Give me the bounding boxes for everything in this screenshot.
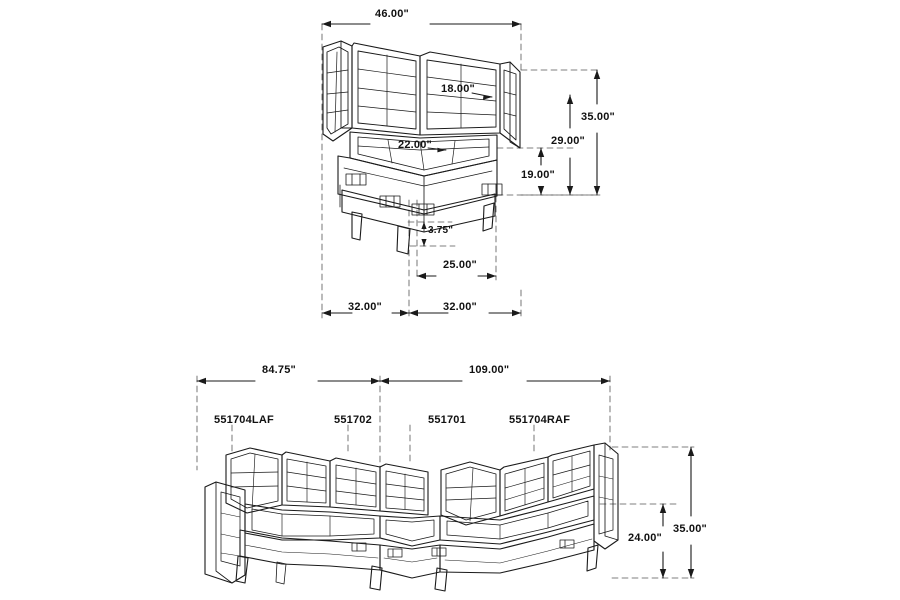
dimension-label-seat-back-18: 18.00"	[441, 83, 475, 95]
dimension-label-left-section-8475: 84.75"	[262, 364, 296, 376]
dimension-label-seat-height-19: 19.00"	[521, 169, 555, 181]
dimension-label-seat-back-height-24: 24.00"	[628, 532, 662, 544]
dimension-label-left-span-32: 32.00"	[348, 301, 382, 313]
part-label-551702: 551702	[334, 414, 372, 426]
dimension-label-width-46: 46.00"	[375, 8, 409, 20]
dimension-label-base-depth-25: 25.00"	[443, 259, 477, 271]
part-label-551701: 551701	[428, 414, 466, 426]
dimension-label-seat-depth-22: 22.00"	[398, 139, 432, 151]
dimension-label-overall-height-35: 35.00"	[673, 523, 707, 535]
dimension-label-right-span-32: 32.00"	[443, 301, 477, 313]
part-label-551704RAF: 551704RAF	[509, 414, 571, 426]
part-label-551704LAF: 551704LAF	[214, 414, 274, 426]
dimension-label-height-29: 29.00"	[551, 135, 585, 147]
dimension-label-leg-height-375: 3.75"	[428, 225, 454, 236]
dimension-label-right-section-109: 109.00"	[469, 364, 510, 376]
dimension-label-height-35: 35.00"	[581, 111, 615, 123]
